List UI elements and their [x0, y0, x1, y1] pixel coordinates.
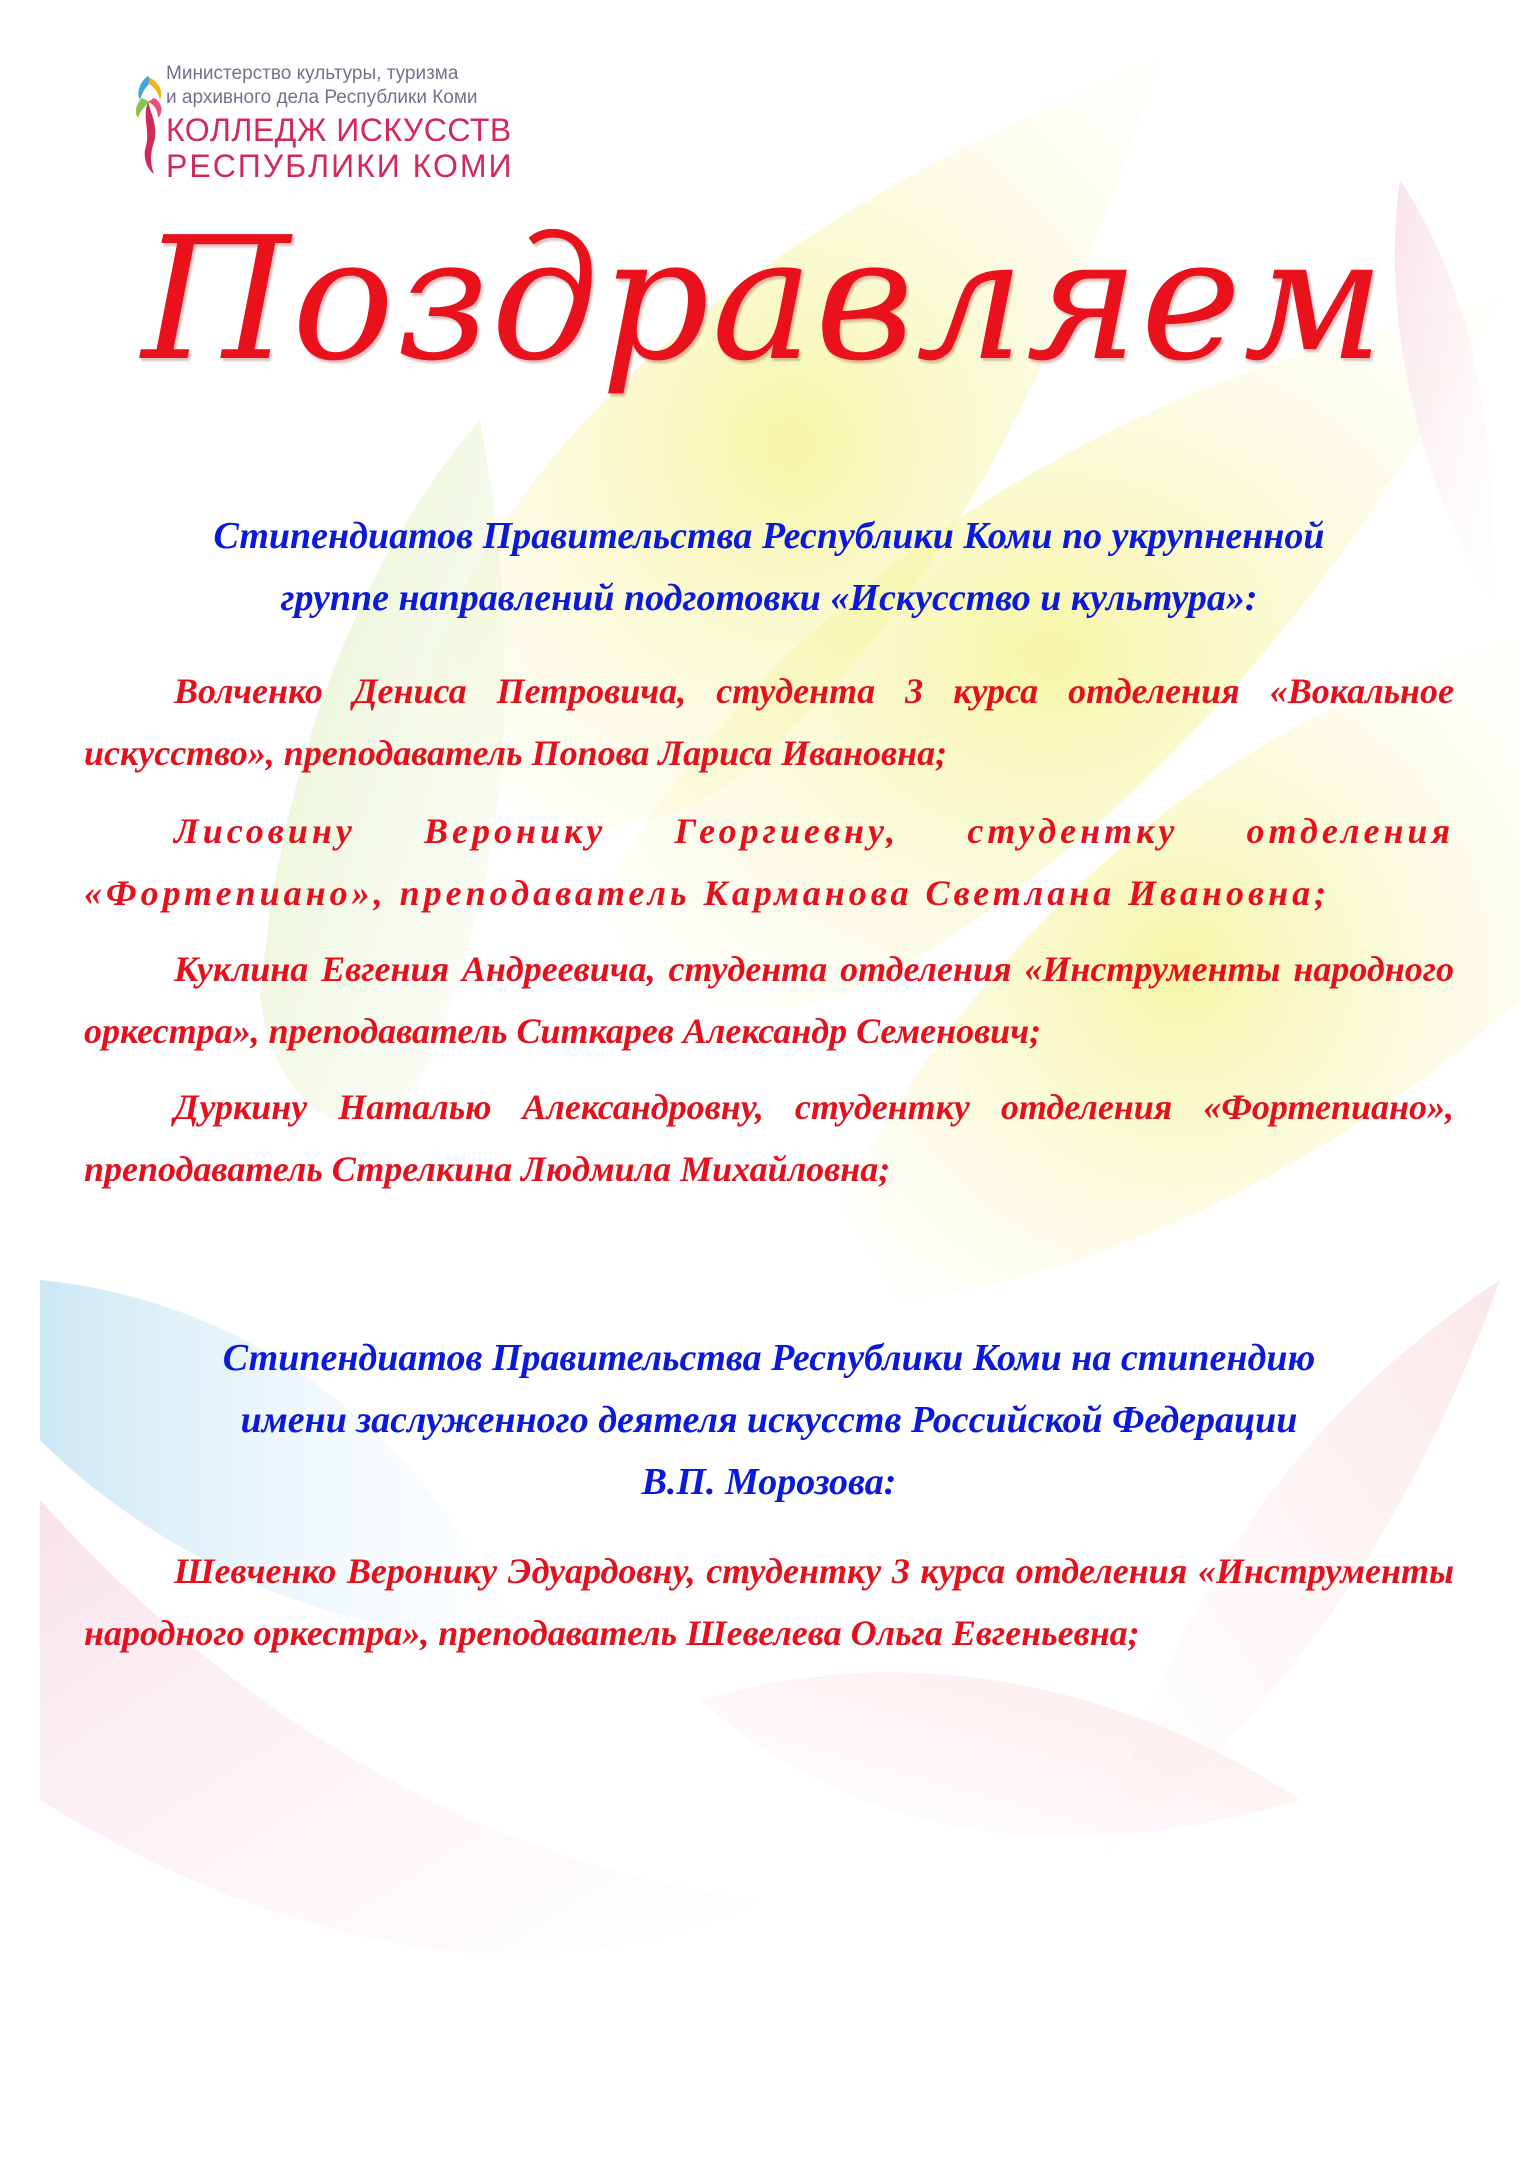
college-logo	[128, 62, 528, 182]
college-name-line-1: КОЛЛЕДЖ ИСКУССТВ	[166, 112, 512, 148]
section-1-heading-line-2: группе направлений подготовки «Искусство и культура»:	[280, 577, 1258, 619]
section-1-heading-line-1: Стипендиатов Правительства Республики Коми по укрупненной	[213, 515, 1325, 557]
section-2-heading-line-2: имени заслуженного деятеля искусств Российской Федерации	[240, 1399, 1298, 1441]
section-2-entry-1	[84, 1540, 1454, 1664]
ministry-line-2: и архивного дела Республики Коми	[166, 87, 478, 108]
section-1	[84, 505, 1454, 629]
entry-text: Волченко Дениса Петровича, студента 3 курса отделения «Вокальное искусство», преподаватель Попова Лариса Ивановна;	[84, 671, 1454, 773]
ministry-line-1: Министерство культуры, туризма	[166, 63, 459, 84]
section-1-entry-2	[84, 800, 1454, 924]
section-1-entry-1	[84, 660, 1454, 784]
entry-text: Куклина Евгения Андреевича, студента отделения «Инструменты народного оркестра», преподаватель Ситкарев Александр Семенович;	[84, 949, 1454, 1051]
section-2-heading-line-1: Стипендиатов Правительства Республики Коми на стипендию	[222, 1337, 1316, 1379]
entry-text: Дуркину Наталью Александровну, студентку отделения «Фортепиано», преподаватель Стрелкина Людмила Михайловна;	[84, 1087, 1454, 1189]
college-name-line-2: РЕСПУБЛИКИ КОМИ	[166, 148, 514, 184]
section-2-heading-line-3: В.П. Морозова:	[641, 1461, 897, 1503]
section-1-entry-4	[84, 1076, 1454, 1200]
page-title: Поздравляем	[141, 201, 1387, 399]
bird-flame-icon	[128, 68, 168, 178]
section-1-entry-3	[84, 938, 1454, 1062]
entry-text: Шевченко Веронику Эдуардовну, студентку 3 курса отделения «Инструменты народного оркестра», преподаватель Шевелева Ольга Евгеньевна;	[84, 1551, 1454, 1653]
entry-text: Лисовину Веронику Георгиевну, студентку отделения «Фортепиано», преподаватель Карманова Светлана Ивановна;	[84, 811, 1454, 913]
section-2	[84, 1327, 1454, 1513]
